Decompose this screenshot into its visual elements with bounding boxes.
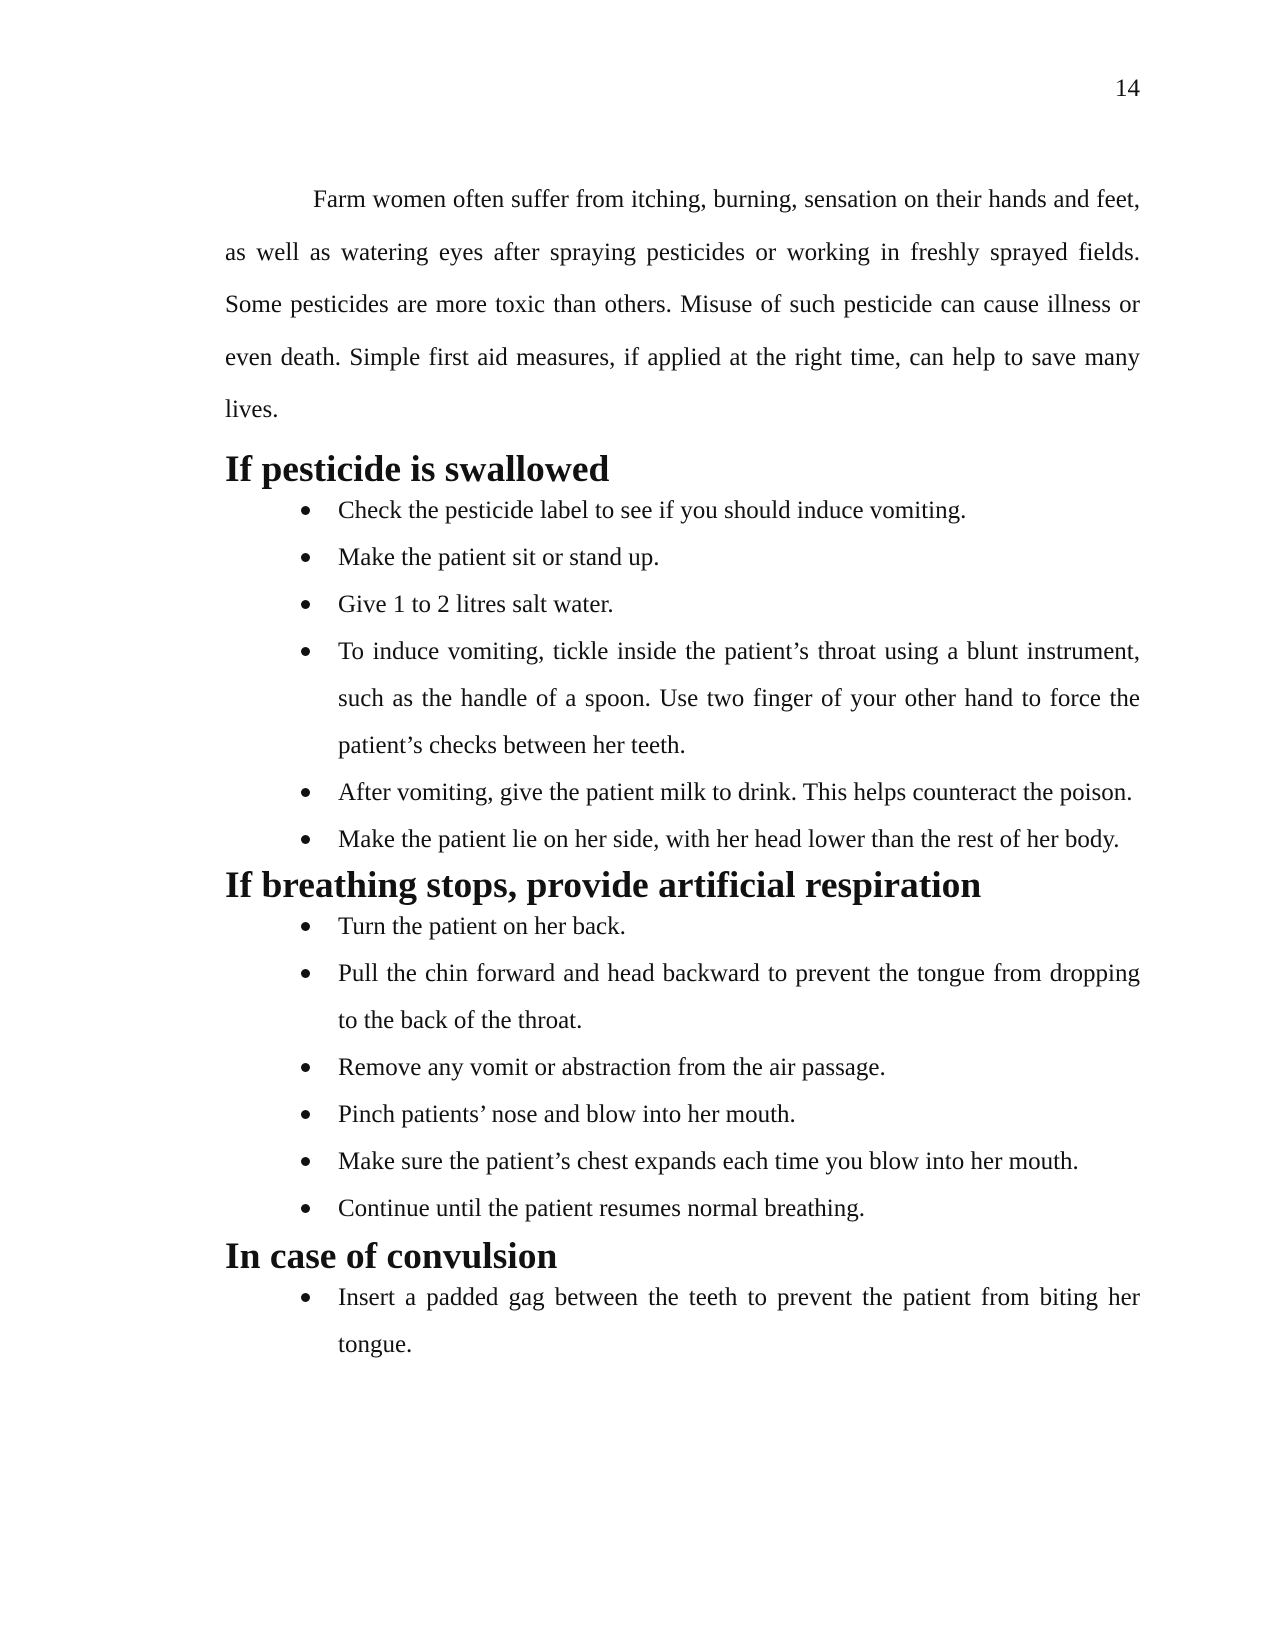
- section-heading-breathing: If breathing stops, provide artificial respiration: [225, 864, 982, 906]
- list-item: Pinch patients’ nose and blow into her mouth.: [225, 1091, 1140, 1138]
- bullet-list-convulsion: [225, 1274, 1140, 1368]
- list-item: Make the patient sit or stand up.: [225, 534, 1140, 581]
- list-item: Give 1 to 2 litres salt water.: [225, 581, 1140, 628]
- section-heading-convulsion: In case of convulsion: [225, 1235, 558, 1277]
- list-item: After vomiting, give the patient milk to drink. This helps counteract the poison.: [225, 769, 1140, 816]
- list-item: To induce vomiting, tickle inside the patient’s throat using a blunt instrument, such as the handle of a spoon. Use two finger of your other hand to force the patient’s checks between her teeth.: [225, 628, 1140, 769]
- list-item: Continue until the patient resumes normal breathing.: [225, 1185, 1140, 1232]
- list-item: Make sure the patient’s chest expands each time you blow into her mouth.: [225, 1138, 1140, 1185]
- intro-paragraph: Farm women often suffer from itching, burning, sensation on their hands and feet, as well as watering eyes after spraying pesticides or working in freshly sprayed fields. Some pesticides are more toxic than others. Misuse of such pesticide can cause illness or even death. Simple first aid measures, if applied at the right time, can help to save many lives.: [225, 186, 1140, 423]
- page-number: 14: [1115, 75, 1140, 102]
- list-item: Check the pesticide label to see if you should induce vomiting.: [225, 487, 1140, 534]
- list-item: Remove any vomit or abstraction from the air passage.: [225, 1044, 1140, 1091]
- list-item: Insert a padded gag between the teeth to prevent the patient from biting her tongue.: [225, 1274, 1140, 1368]
- list-item: Pull the chin forward and head backward to prevent the tongue from dropping to the back of the throat.: [225, 950, 1140, 1044]
- section-heading-swallowed: If pesticide is swallowed: [225, 448, 610, 490]
- list-item: Turn the patient on her back.: [225, 903, 1140, 950]
- list-item: Make the patient lie on her side, with her head lower than the rest of her body.: [225, 816, 1140, 863]
- bullet-list-swallowed: [225, 487, 1140, 863]
- page-body: [225, 174, 1140, 1368]
- bullet-list-breathing: [225, 903, 1140, 1232]
